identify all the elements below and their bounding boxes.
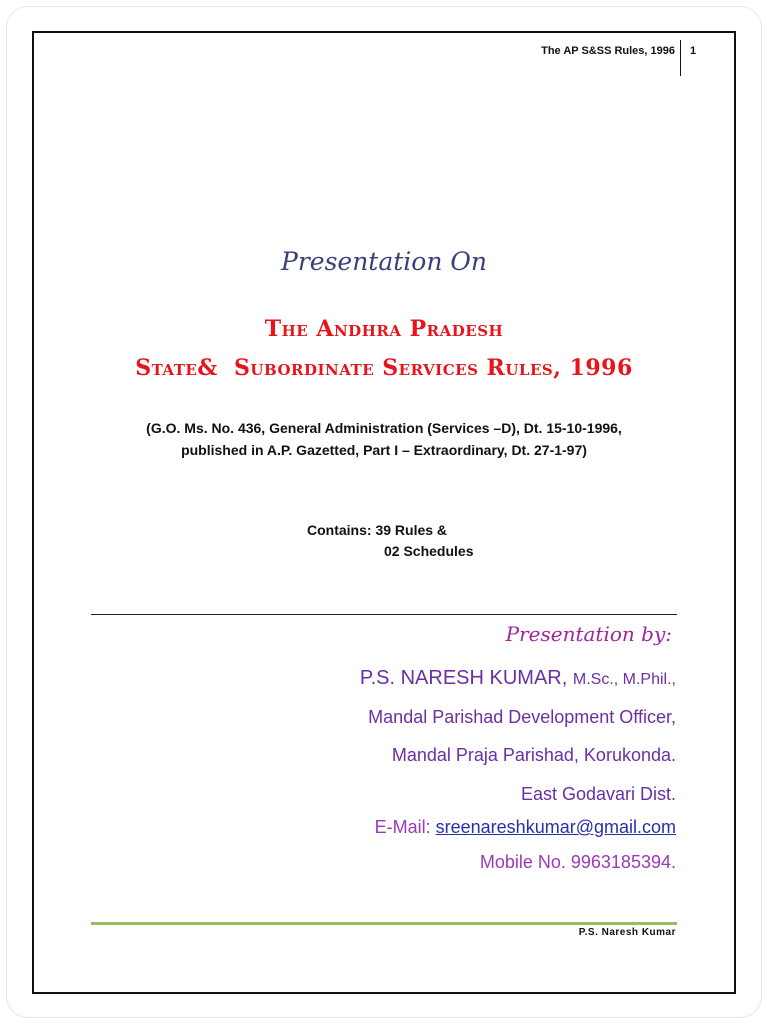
page-border xyxy=(32,31,736,994)
presentation-by-label: Presentation by: xyxy=(505,622,672,646)
footer-author: P.S. Naresh Kumar xyxy=(578,927,676,938)
document-title-line-1: The Andhra Pradesh xyxy=(264,316,504,342)
presenter-name: P.S. NARESH KUMAR, xyxy=(359,667,568,689)
contains-schedules: 02 Schedules xyxy=(384,543,474,559)
presenter-designation: Mandal Parishad Development Officer, xyxy=(368,707,676,727)
presenter-district: East Godavari Dist. xyxy=(520,784,676,804)
contains-rules: Contains: 39 Rules & xyxy=(307,522,448,538)
header-title: The AP S&SS Rules, 1996 xyxy=(541,45,675,57)
presentation-on-heading: Presentation On xyxy=(281,247,487,276)
header-divider xyxy=(680,40,681,76)
email-line xyxy=(375,817,676,838)
go-reference-line-1: (G.O. Ms. No. 436, General Administration (Services –D), Dt. 15-10-1996, xyxy=(146,420,622,436)
presenter-qualifications: M.Sc., M.Phil., xyxy=(572,671,676,688)
presenter-office: Mandal Praja Parishad, Korukonda. xyxy=(391,745,676,765)
mobile-number: Mobile No. 9963185394. xyxy=(479,852,676,872)
email-label: E-Mail: xyxy=(374,817,436,837)
presenter-name-line xyxy=(360,667,676,690)
footer-rule xyxy=(91,922,677,925)
divider-top xyxy=(91,614,677,615)
document-title-line-2: State& Subordinate Services Rules, 1996 xyxy=(135,355,633,381)
page-number: 1 xyxy=(690,45,697,57)
go-reference-line-2: published in A.P. Gazetted, Part I – Extraordinary, Dt. 27-1-97) xyxy=(181,442,587,458)
email-link[interactable]: sreenareshkumar@gmail.com xyxy=(435,817,676,837)
